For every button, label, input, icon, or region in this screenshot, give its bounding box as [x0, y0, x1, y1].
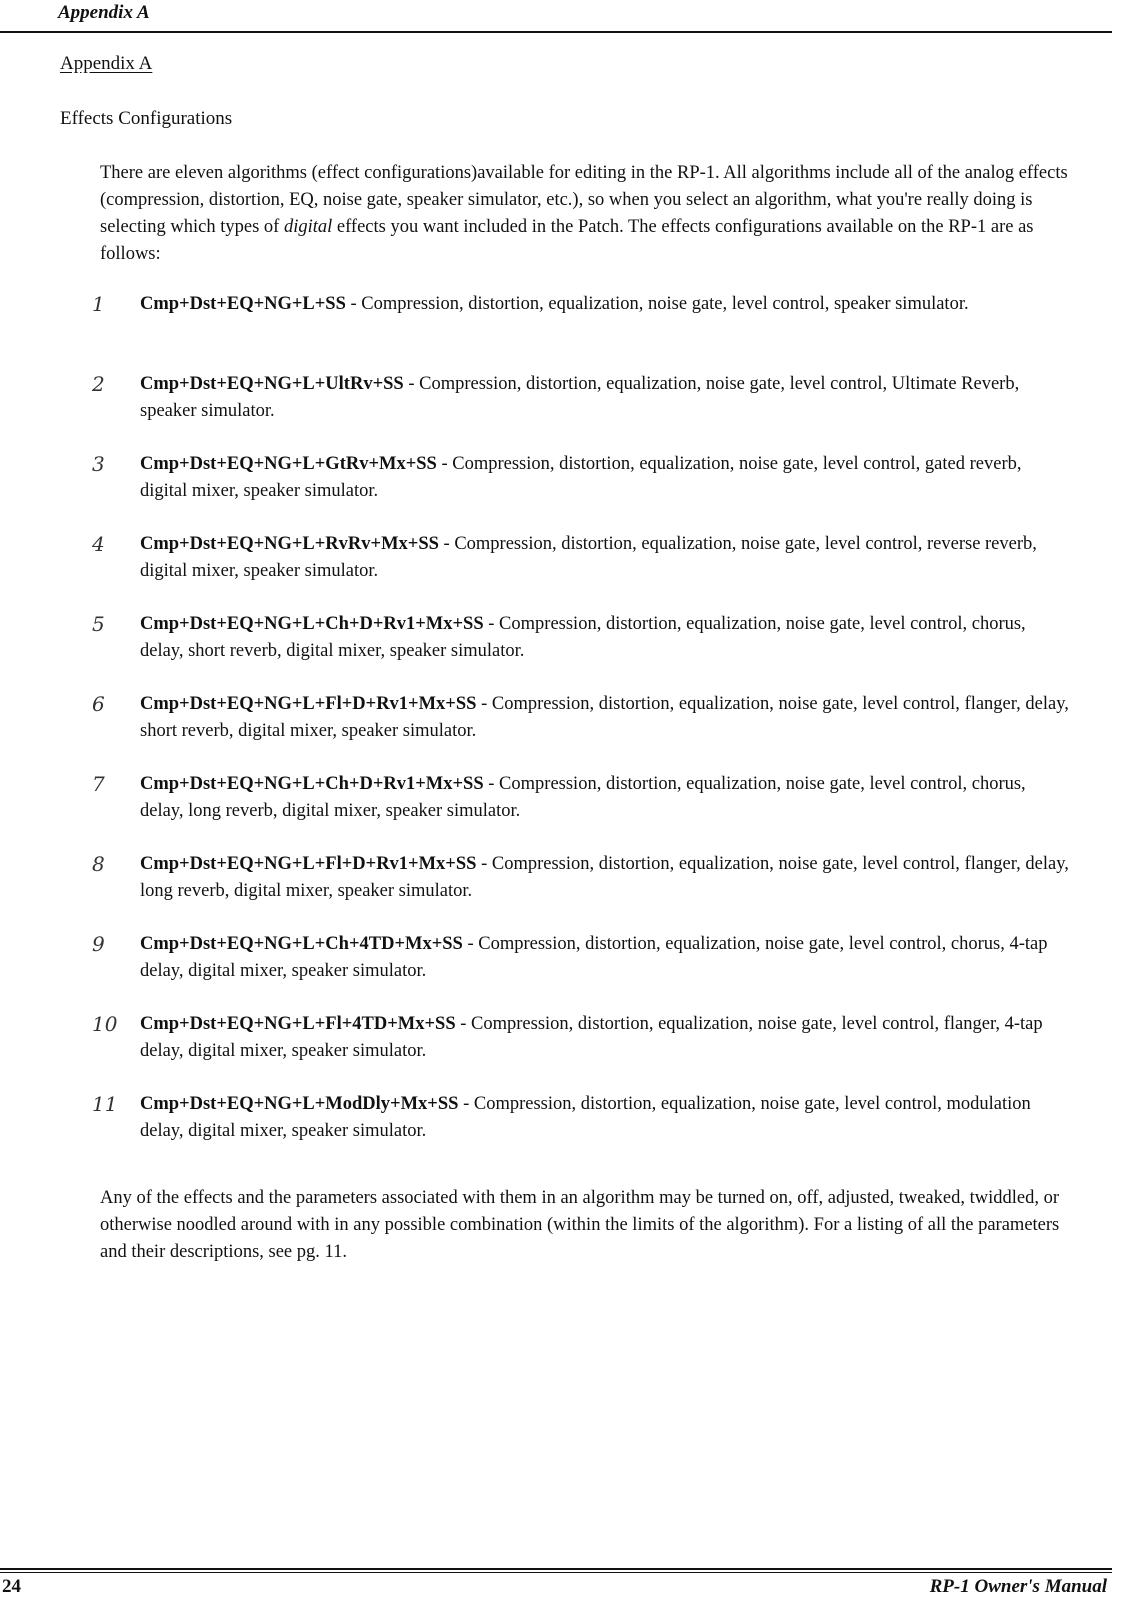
algorithm-name: Cmp+Dst+EQ+NG+L+GtRv+Mx+SS	[140, 454, 437, 474]
algorithm-name: Cmp+Dst+EQ+NG+L+Ch+4TD+Mx+SS	[140, 934, 463, 954]
algorithm-description: - Compression, distortion, equalization, noise gate, level control, reverse reverb, digital mixer, speaker simulator.	[140, 534, 1037, 581]
page-number: 24	[2, 1576, 21, 1597]
algorithm-number: 4	[92, 532, 105, 556]
algorithm-description: - Compression, distortion, equalization, noise gate, level control, chorus, delay, short reverb, digital mixer, speaker simulator.	[140, 614, 1026, 661]
algorithm-name: Cmp+Dst+EQ+NG+L+Ch+D+Rv1+Mx+SS	[140, 774, 484, 794]
appendix-title: Appendix A	[60, 53, 153, 74]
algorithm-description: - Compression, distortion, equalization, noise gate, level control, flanger, delay, short reverb, digital mixer, speaker simulator.	[140, 694, 1069, 741]
algorithm-name: Cmp+Dst+EQ+NG+L+RvRv+Mx+SS	[140, 534, 439, 554]
algorithm-number: 7	[92, 772, 105, 796]
algorithm-description: - Compression, distortion, equalization, noise gate, level control, flanger, delay, long reverb, digital mixer, speaker simulator.	[140, 854, 1069, 901]
manual-title: RP-1 Owner's Manual	[929, 1576, 1107, 1597]
algorithm-item-7	[92, 771, 1072, 825]
algorithm-number: 6	[92, 692, 105, 716]
algorithm-list	[92, 291, 1072, 1171]
algorithm-description: - Compression, distortion, equalization, noise gate, level control, modulation delay, digital mixer, speaker simulator.	[140, 1094, 1031, 1141]
algorithm-name: Cmp+Dst+EQ+NG+L+SS	[140, 294, 346, 314]
intro-paragraph	[100, 160, 1070, 268]
algorithm-description: - Compression, distortion, equalization, noise gate, level control, chorus, 4-tap delay, digital mixer, speaker simulator.	[140, 934, 1048, 981]
algorithm-name: Cmp+Dst+EQ+NG+L+Fl+D+Rv1+Mx+SS	[140, 854, 477, 874]
algorithm-name: Cmp+Dst+EQ+NG+L+Fl+D+Rv1+Mx+SS	[140, 694, 477, 714]
algorithm-item-1	[92, 291, 1072, 345]
running-header: Appendix A	[58, 2, 150, 23]
algorithm-description: - Compression, distortion, equalization, noise gate, level control, flanger, 4-tap delay, digital mixer, speaker simulator.	[140, 1014, 1043, 1061]
algorithm-item-5	[92, 611, 1072, 665]
algorithm-number: 2	[92, 372, 105, 396]
algorithm-name: Cmp+Dst+EQ+NG+L+Ch+D+Rv1+Mx+SS	[140, 614, 484, 634]
algorithm-number: 10	[92, 1012, 118, 1036]
header-rule	[0, 31, 1112, 33]
footer-rule	[0, 1568, 1112, 1570]
algorithm-number: 8	[92, 852, 105, 876]
algorithm-name: Cmp+Dst+EQ+NG+L+UltRv+SS	[140, 374, 404, 394]
algorithm-name: Cmp+Dst+EQ+NG+L+Fl+4TD+Mx+SS	[140, 1014, 456, 1034]
algorithm-description: - Compression, distortion, equalization, noise gate, level control, gated reverb, digital mixer, speaker simulator.	[140, 454, 1022, 501]
closing-paragraph: Any of the effects and the parameters associated with them in an algorithm may be turned on, off, adjusted, tweaked, twiddled, or otherwise noodled around with in any possible combination (within the limits of the algorithm). For a listing of all the parameters and their descriptions, see pg. 11.	[100, 1188, 1060, 1262]
algorithm-number: 11	[92, 1092, 118, 1116]
intro-text-end: effects you want included in the Patch. The effects configurations available on the RP-1 are as follows:	[100, 217, 1034, 264]
algorithm-number: 3	[92, 452, 105, 476]
algorithm-item-6	[92, 691, 1072, 745]
section-title: Effects Configurations	[60, 108, 233, 129]
intro-emphasis: digital	[283, 217, 333, 237]
algorithm-item-11	[92, 1091, 1072, 1145]
algorithm-item-4	[92, 531, 1072, 585]
algorithm-item-3	[92, 451, 1072, 505]
algorithm-item-8	[92, 851, 1072, 905]
algorithm-item-10	[92, 1011, 1072, 1065]
intro-text-start: There are eleven algorithms (effect configurations)available for editing in the RP-1. All algorithms include all of the analog effects (compression, distortion, EQ, noise gate, speaker simulator, etc.), so when you select an algorithm, what you're really doing is selecting which types of	[100, 163, 1068, 237]
algorithm-name: Cmp+Dst+EQ+NG+L+ModDly+Mx+SS	[140, 1094, 459, 1114]
algorithm-item-9	[92, 931, 1072, 985]
algorithm-item-2	[92, 371, 1072, 425]
algorithm-description: - Compression, distortion, equalization, noise gate, level control, chorus, delay, long reverb, digital mixer, speaker simulator.	[140, 774, 1026, 821]
footer-rule-thin	[0, 1572, 1112, 1573]
algorithm-number: 5	[92, 612, 105, 636]
algorithm-description: - Compression, distortion, equalization, noise gate, level control, speaker simulator.	[345, 294, 969, 314]
algorithm-description: - Compression, distortion, equalization, noise gate, level control, Ultimate Reverb, speaker simulator.	[140, 374, 1020, 421]
algorithm-number: 9	[92, 932, 105, 956]
algorithm-number: 1	[92, 292, 105, 316]
